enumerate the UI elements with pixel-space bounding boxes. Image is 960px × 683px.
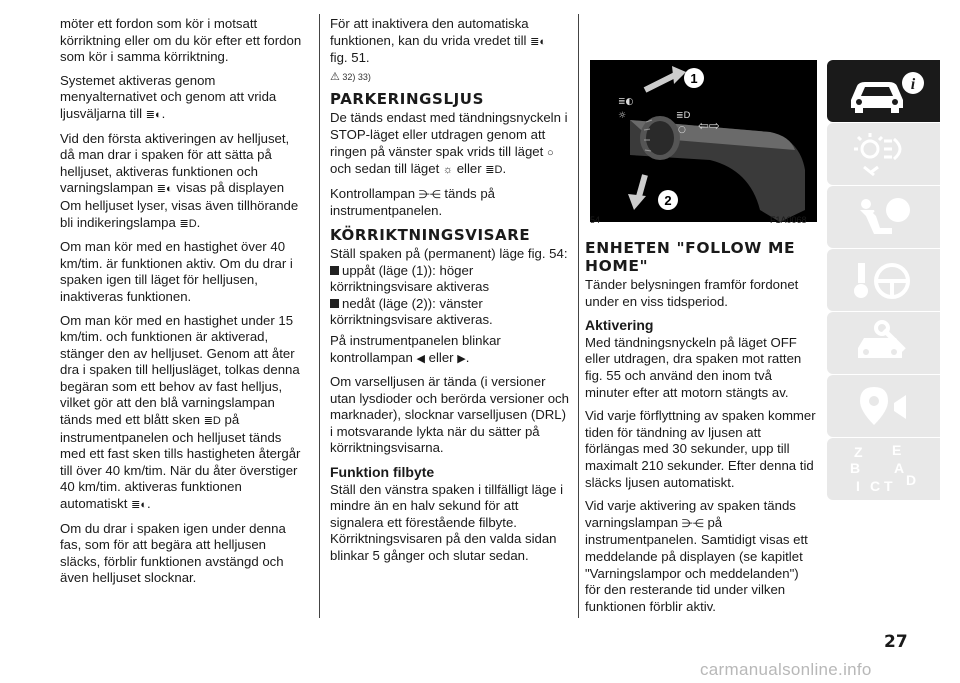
- callout-2: 2: [664, 193, 672, 208]
- high-beam-icon: ≣D: [203, 415, 221, 428]
- paragraph: Om du drar i spaken igen under denna fas, som för att begära att helljusen släcks, förblir funktionen avstängd och även helljuset slocknar.: [60, 520, 286, 586]
- off-position-icon: ○: [546, 146, 554, 159]
- figure-number: 54: [590, 215, 601, 225]
- svg-text:E: E: [891, 442, 901, 458]
- paragraph: Vid varje aktivering av spaken tänds varningslampan ⋺⋲ på instrumentpanelen. Samtidigt visas ett meddelande på displayen (se kapitlet "Varningslampor och meddelanden") för den resterande tid under vilken funktionen förblir aktiv.: [585, 498, 808, 614]
- high-beam-icon: ≣D: [179, 217, 197, 230]
- tab-multimedia[interactable]: [827, 375, 940, 437]
- tab-index[interactable]: [827, 438, 940, 500]
- list-item: nedåt (läge (2)): vänster körriktningsvisare aktiveras.: [330, 295, 493, 328]
- auto-high-beam-icon: ≣◐: [530, 35, 547, 48]
- page-number: 27: [884, 632, 908, 652]
- section-heading-activation: Aktivering: [585, 317, 654, 334]
- dashboard-lights-icon: [844, 129, 924, 179]
- paragraph: Ställ spaken på (permanent) läge fig. 54:: [330, 245, 568, 261]
- paragraph: Om man kör med en hastighet över 40 km/tim. är funktionen aktiv. Om du drar i spaken igen till läget för helljusen, inaktiveras funktionen.: [60, 239, 293, 304]
- side-light-indicator-icon: ⋺⋲: [681, 517, 704, 530]
- svg-text:C: C: [869, 478, 880, 494]
- paragraph: Vid varje förflyttning av spaken kommer tiden för tändning av ljusen att förlängas med 30 sekunder, upp till maximalt 210 sekunder. Efter denna tid släcks ljusen automatiskt.: [585, 408, 816, 490]
- paragraph: Om varselljusen är tända (i versioner utan lysdioder och berörda versioner och marknader), slocknar varselljusen (DRL) i motsvarande lykta när du sätter på körriktningsvisarna.: [330, 374, 569, 456]
- auto-high-beam-icon: ≣◐: [131, 499, 147, 512]
- svg-text:⇦⇨: ⇦⇨: [698, 119, 720, 134]
- section-heading-parking-lights: PARKERINGSLJUS: [330, 90, 484, 109]
- paragraph: För att inaktivera den automatiska funktionen, kan du vrida vredet till ≣◐ fig. 51.: [330, 16, 547, 66]
- auto-high-beam-icon: ≣◐: [156, 183, 173, 196]
- left-arrow-icon: ◀: [416, 352, 425, 365]
- svg-text:○: ○: [678, 125, 686, 135]
- paragraph: Vid den första aktiveringen av helljuset, då man drar i spaken för att sätta på helljuset, aktiveras funktionen och varningslampan ≣◐ visas på displayen Om helljuset lyser, visas även tillhörande bli indikeringslampa ≣D.: [60, 131, 306, 233]
- wrench-car-icon: [844, 318, 924, 368]
- svg-text:≣◐: ≣◐: [618, 97, 634, 107]
- section-heading-turn-signals: KÖRRIKTNINGSVISARE: [330, 225, 531, 244]
- svg-text:≣D: ≣D: [676, 111, 691, 121]
- paragraph: Systemet aktiveras genom menyalternativet och genom att vrida ljusväljarna till ≣◐.: [60, 73, 306, 124]
- paragraph: Ställ den vänstra spaken i tillfälligt läge i mindre än en halv sekund för att signalera ett förestående filbyte. Körriktningsvisaren på den valda sidan blinkar 5 gånger och slutar sedan.: [330, 481, 564, 564]
- svg-text:A: A: [893, 460, 904, 476]
- bullet-icon: [330, 299, 339, 308]
- paragraph: Tänder belysningen framför fordonet under en viss tidsperiod.: [585, 277, 799, 309]
- svg-text:I: I: [855, 478, 860, 494]
- paragraph: Om man kör med en hastighet under 15 km/tim. och funktionen är aktiverad, stänger den av helljuset. Genom att åter dra i spaken till helljusläget, tolkas denna begäran som ett behov av fast helljus, vilket gör att den blå varningslampan tänds med ett blått sken ≣D på instrumentpanelen och helljuset tänds med ett fast sken tills hastigheten återgår till över 40 km/tim. När du åter överstiger 40 km/tim. aktiveras funktionen automatiskt ≣◐.: [60, 313, 306, 514]
- auto-high-beam-icon: ≣◐: [145, 108, 162, 121]
- tab-starting-driving[interactable]: [827, 249, 940, 311]
- svg-text:T: T: [883, 478, 893, 494]
- callout-1: 1: [690, 71, 698, 86]
- warning-reference: ⚠ 32) 33): [330, 70, 371, 83]
- chapter-tabs: [827, 60, 940, 501]
- figure-stalk-lever: [590, 60, 817, 222]
- text-column-1: [60, 16, 306, 594]
- section-heading-lane-change: Funktion filbyte: [330, 464, 435, 481]
- airbag-icon: [844, 192, 924, 242]
- svg-text:i: i: [910, 76, 915, 93]
- paragraph: Kontrollampan ⋺⋲ tänds på instrumentpanelen.: [330, 185, 495, 219]
- paragraph: Med tändningsnyckeln på läget OFF eller utdragen, dra spaken mot ratten fig. 55 och använd den inom två minuter efter att motorn stängts av.: [585, 334, 802, 400]
- list-item: uppåt (läge (1)): höger körriktningsvisare aktiveras: [330, 262, 490, 295]
- svg-text:☼: ☼: [618, 111, 627, 121]
- svg-text:Z: Z: [853, 444, 863, 460]
- low-beam-icon: ≣D: [485, 164, 503, 177]
- map-pin-heart-icon: [844, 381, 924, 431]
- column-divider: [578, 14, 579, 618]
- section-heading-follow-me-home: ENHETEN "FOLLOW ME HOME": [585, 239, 796, 275]
- right-arrow-icon: ▶: [457, 352, 466, 365]
- side-light-indicator-icon: ⋺⋲: [418, 188, 441, 201]
- tab-safety[interactable]: [827, 186, 940, 248]
- column-divider: [319, 14, 320, 618]
- paragraph: möter ett fordon som kör i motsatt körriktning eller om du kör efter ett fordon som kör i samma körriktning.: [60, 16, 302, 65]
- svg-text:D: D: [905, 472, 916, 488]
- figure-code: F1A0068: [770, 215, 807, 225]
- steering-wheel-key-icon: [844, 255, 924, 305]
- car-info-icon: [839, 66, 929, 116]
- tab-dashboard-lights[interactable]: [827, 123, 940, 185]
- warning-triangle-icon: ⚠: [330, 70, 340, 83]
- watermark: carmanualsonline.info: [700, 660, 872, 679]
- svg-text:B: B: [849, 460, 860, 476]
- paragraph: De tänds endast med tändningsnyckeln i STOP-läget eller utdragen genom att ringen på vänster spak vrids till läget ○ och sedan till läget ☼ eller ≣D.: [330, 110, 570, 178]
- parking-light-icon: ☼: [442, 164, 454, 177]
- bullet-icon: [330, 266, 339, 275]
- text-column-3: [585, 239, 817, 622]
- index-letters-icon: [844, 441, 924, 497]
- text-column-2: [330, 16, 570, 572]
- tab-car-info[interactable]: [827, 60, 940, 122]
- lever-illustration: [590, 60, 817, 222]
- tab-maintenance[interactable]: [827, 312, 940, 374]
- paragraph: På instrumentpanelen blinkar kontrollampan ◀ eller ▶.: [330, 333, 570, 367]
